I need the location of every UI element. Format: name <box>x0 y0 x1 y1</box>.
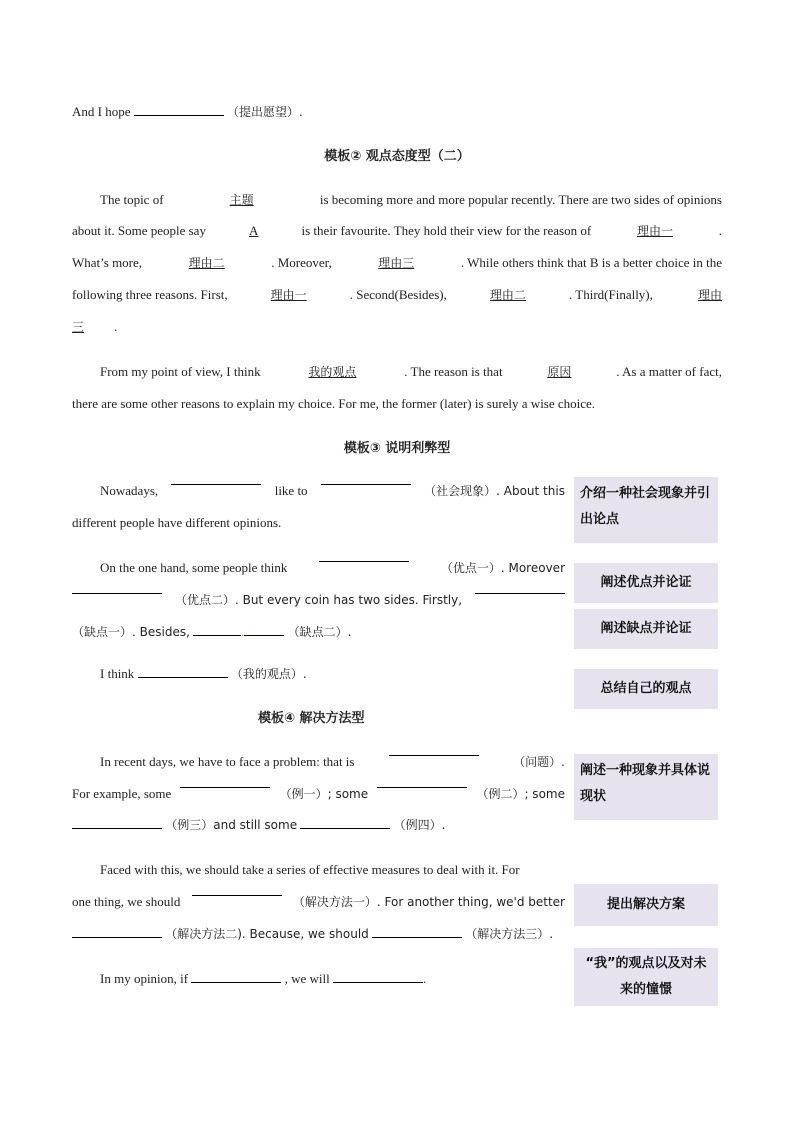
t4-line-3: （例三）and still some （例四）. <box>72 817 445 833</box>
blank <box>389 754 479 756</box>
t4-line-6: （解决方法二). Because, we should （解决方法三）. <box>72 926 553 942</box>
blank <box>134 114 224 116</box>
blank <box>171 483 261 485</box>
t3-line-4: （优点二）. But every coin has two sides. Firstly, <box>72 592 565 608</box>
side-note-2: 阐述优点并论证 <box>574 563 718 603</box>
blank <box>244 634 284 636</box>
t2-line-2: about it. Some people say A is their favourite. They hold their view for the reason of 理由一 . <box>72 223 722 238</box>
t4-line-2: For example, some （例一）; some （例二）; some <box>72 786 565 801</box>
t3-line-3: On the one hand, some people think （优点一）. Moreover <box>100 560 565 575</box>
t2-line-5: 三 . <box>72 319 118 334</box>
blank <box>72 592 162 594</box>
template-4-title: 模板④ 解决方法型 <box>258 711 365 726</box>
blank <box>72 827 162 829</box>
t2-line-6: From my point of view, I think 我的观点 . The reason is that 原因 . As a matter of fact, <box>100 364 722 379</box>
t2-line-4: following three reasons. First, 理由一 . Second(Besides), 理由二 . Third(Finally), 理由 <box>72 287 722 302</box>
blank <box>319 560 409 562</box>
t3-line-2: different people have different opinions. <box>72 515 282 530</box>
blank <box>475 592 565 594</box>
side-note-5: 阐述一种现象并具体说现状 <box>574 754 718 820</box>
opening-line: And I hope （提出愿望）. <box>72 104 303 119</box>
t2-line-1: The topic of 主题 is becoming more and more popular recently. There are two sides of opinions <box>100 192 722 207</box>
side-note-1: 介绍一种社会现象并引出论点 <box>574 477 718 543</box>
blank <box>372 936 462 938</box>
blank <box>180 786 270 788</box>
blank <box>138 676 228 678</box>
blank <box>193 634 241 636</box>
side-note-7: “我”的观点以及对未来的憧憬 <box>574 948 718 1006</box>
template-3-title: 模板③ 说明利弊型 <box>343 441 451 456</box>
t3-line-6: I think （我的观点）. <box>100 666 307 681</box>
t3-line-1: Nowadays, like to （社会现象）. About this <box>100 483 565 498</box>
t3-line-5: （缺点一）. Besides, . （缺点二）. <box>72 624 352 639</box>
t4-line-5: one thing, we should （解决方法一）. For another thing, we'd better <box>72 894 565 909</box>
t4-line-1: In recent days, we have to face a problem: that is （问题）. <box>100 754 565 769</box>
t2-line-7: there are some other reasons to explain my choice. For me, the former (later) is surely a wise choice. <box>72 396 596 411</box>
blank <box>192 894 282 896</box>
blank <box>321 483 411 485</box>
blank <box>300 827 390 829</box>
blank <box>377 786 467 788</box>
side-note-4: 总结自己的观点 <box>574 669 718 709</box>
t4-line-7: In my opinion, if , we will . <box>100 971 427 986</box>
template-2-title: 模板② 观点态度型（二） <box>324 149 470 164</box>
blank <box>191 981 281 983</box>
side-note-3: 阐述缺点并论证 <box>574 609 718 649</box>
blank <box>72 936 162 938</box>
side-note-6: 提出解决方案 <box>574 884 718 926</box>
t4-line-4: Faced with this, we should take a series of effective measures to deal with it. For <box>100 862 520 877</box>
blank <box>333 981 423 983</box>
t2-line-3: What’s more, 理由二 . Moreover, 理由三 . While others think that B is a better choice in the <box>72 255 722 270</box>
